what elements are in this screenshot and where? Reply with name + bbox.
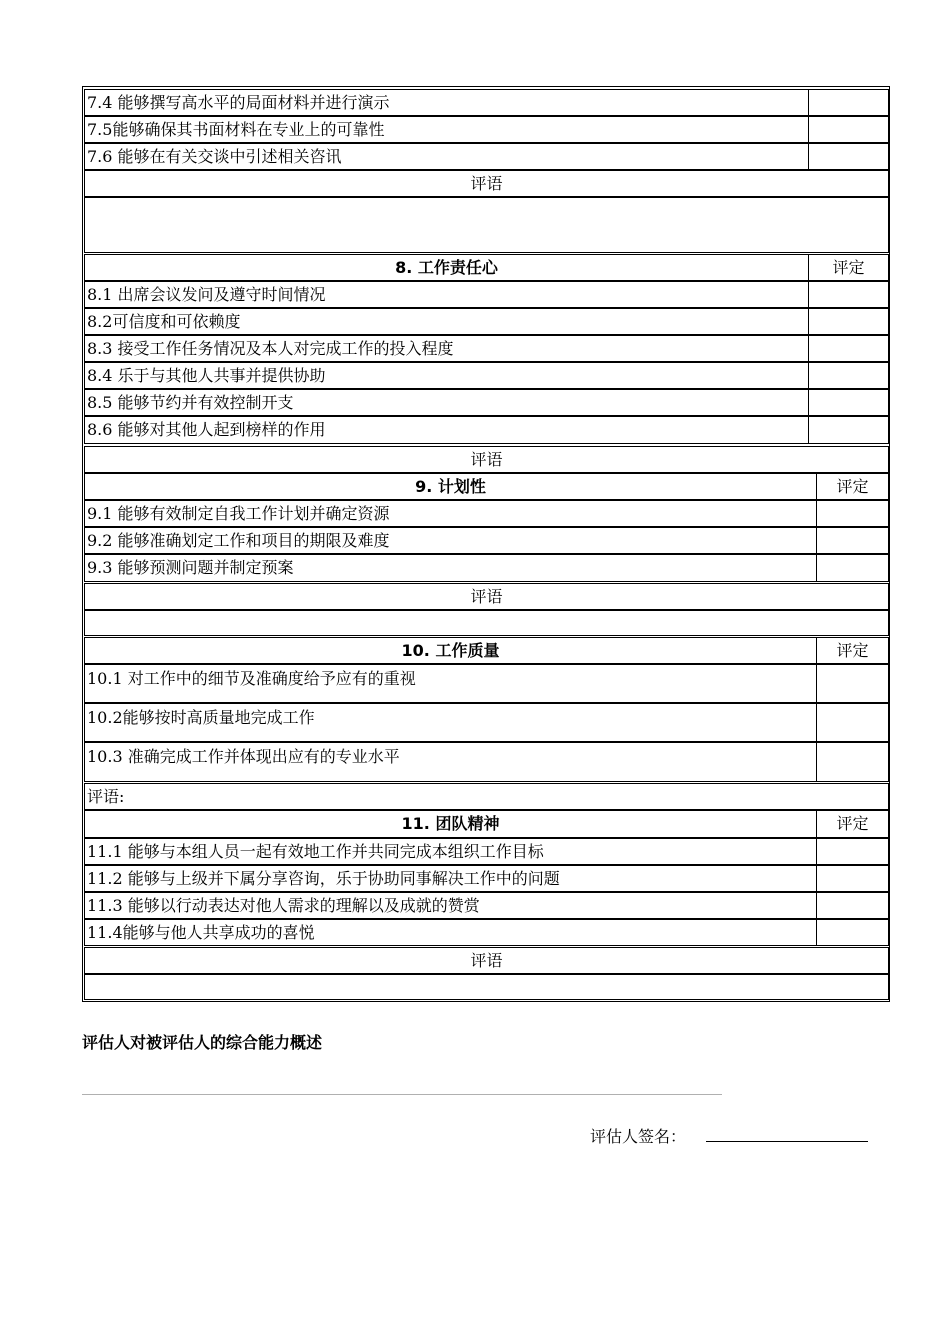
item-text: 10.3 准确完成工作并体现出应有的专业水平 [87, 747, 400, 766]
item-row-8-4 [84, 362, 889, 389]
comment-label: 评语: [87, 786, 125, 806]
item-text: 10.1 对工作中的细节及准确度给予应有的重视 [87, 669, 416, 688]
rating-cell[interactable] [808, 362, 889, 389]
item-text: 10.2能够按时高质量地完成工作 [87, 708, 315, 727]
rating-cell[interactable] [808, 389, 889, 416]
summary-input-line[interactable] [82, 1094, 722, 1095]
item-text: 8.4 乐于与其他人共事并提供协助 [87, 365, 326, 385]
rating-cell[interactable] [816, 919, 889, 946]
rating-cell[interactable] [808, 335, 889, 362]
rating-cell[interactable] [808, 143, 889, 170]
section-title: 11. 团队精神 [401, 814, 500, 833]
item-text: 11.3 能够以行动表达对他人需求的理解以及成就的赞赏 [87, 895, 480, 915]
item-text: 8.6 能够对其他人起到榜样的作用 [87, 420, 326, 439]
item-row-8-3 [84, 335, 889, 362]
rating-header: 评定 [816, 810, 889, 838]
section-title: 9. 计划性 [415, 476, 486, 496]
rating-header: 评定 [808, 254, 889, 281]
signature-label: 评估人签名： [590, 1127, 687, 1146]
rating-header: 评定 [816, 473, 889, 500]
item-row-8-1 [84, 281, 889, 308]
comment-label: 评语 [470, 449, 503, 469]
section-header-11 [84, 810, 889, 838]
comment-field-11[interactable] [84, 974, 889, 1000]
item-row-8-5 [84, 389, 889, 416]
item-row-10-1 [84, 664, 889, 703]
item-row-7-4 [84, 89, 889, 116]
item-row-9-2 [84, 527, 889, 554]
item-text: 7.5能够确保其书面材料在专业上的可靠性 [87, 119, 385, 139]
item-row-10-2 [84, 703, 889, 742]
item-row-10-3 [84, 742, 889, 782]
item-text: 11.2 能够与上级并下属分享咨询，乐于协助同事解决工作中的问题 [87, 868, 560, 888]
signature-input-line[interactable] [706, 1141, 868, 1142]
item-text: 11.4能够与他人共享成功的喜悦 [87, 922, 315, 942]
summary-title: 评估人对被评估人的综合能力概述 [82, 1033, 323, 1052]
comment-field-9[interactable] [84, 610, 889, 636]
rating-cell[interactable] [808, 308, 889, 335]
rating-cell[interactable] [816, 865, 889, 892]
item-text: 9.2 能够准确划定工作和项目的期限及难度 [87, 530, 390, 550]
rating-header: 评定 [816, 637, 889, 664]
item-row-11-3 [84, 892, 889, 919]
item-text: 8.2可信度和可依赖度 [87, 311, 241, 331]
item-row-7-5 [84, 116, 889, 143]
item-text: 7.4 能够撰写高水平的局面材料并进行演示 [87, 92, 390, 112]
item-row-8-2 [84, 308, 889, 335]
item-row-11-1 [84, 838, 889, 865]
item-row-11-2 [84, 865, 889, 892]
comment-label-row-11 [84, 947, 889, 974]
section-header-10 [84, 637, 889, 664]
item-text: 11.1 能够与本组人员一起有效地工作并共同完成本组织工作目标 [87, 841, 544, 861]
rating-cell[interactable] [816, 554, 889, 582]
comment-field-7[interactable] [84, 197, 889, 253]
item-text: 9.3 能够预测问题并制定预案 [87, 558, 294, 577]
rating-cell[interactable] [808, 89, 889, 116]
item-text: 8.1 出席会议发问及遵守时间情况 [87, 284, 326, 304]
rating-cell[interactable] [816, 500, 889, 527]
item-row-9-3 [84, 554, 889, 582]
rating-cell[interactable] [816, 527, 889, 554]
section-header-9 [84, 473, 889, 500]
rating-cell[interactable] [816, 703, 889, 742]
item-text: 8.3 接受工作任务情况及本人对完成工作的投入程度 [87, 338, 454, 358]
item-text: 7.6 能够在有关交谈中引述相关咨讯 [87, 146, 342, 166]
comment-label: 评语 [470, 173, 503, 193]
comment-label-row-7 [84, 170, 889, 197]
item-text: 8.5 能够节约并有效控制开支 [87, 392, 294, 412]
section-header-8 [84, 254, 889, 281]
rating-cell[interactable] [808, 281, 889, 308]
item-row-7-6 [84, 143, 889, 170]
rating-cell[interactable] [816, 742, 889, 782]
comment-label: 评语 [470, 586, 503, 606]
comment-label-row-8 [84, 446, 889, 473]
section-title: 8. 工作责任心 [395, 257, 498, 277]
rating-cell[interactable] [808, 116, 889, 143]
item-text: 9.1 能够有效制定自我工作计划并确定资源 [87, 503, 390, 523]
rating-cell[interactable] [816, 664, 889, 703]
rating-cell[interactable] [816, 892, 889, 919]
comment-row-10[interactable] [84, 783, 889, 810]
item-row-8-6 [84, 416, 889, 444]
rating-cell[interactable] [816, 838, 889, 865]
item-row-11-4 [84, 919, 889, 946]
comment-label: 评语 [470, 950, 503, 970]
rating-cell[interactable] [808, 416, 889, 444]
item-row-9-1 [84, 500, 889, 527]
section-title: 10. 工作质量 [401, 640, 500, 660]
comment-label-row-9 [84, 583, 889, 610]
